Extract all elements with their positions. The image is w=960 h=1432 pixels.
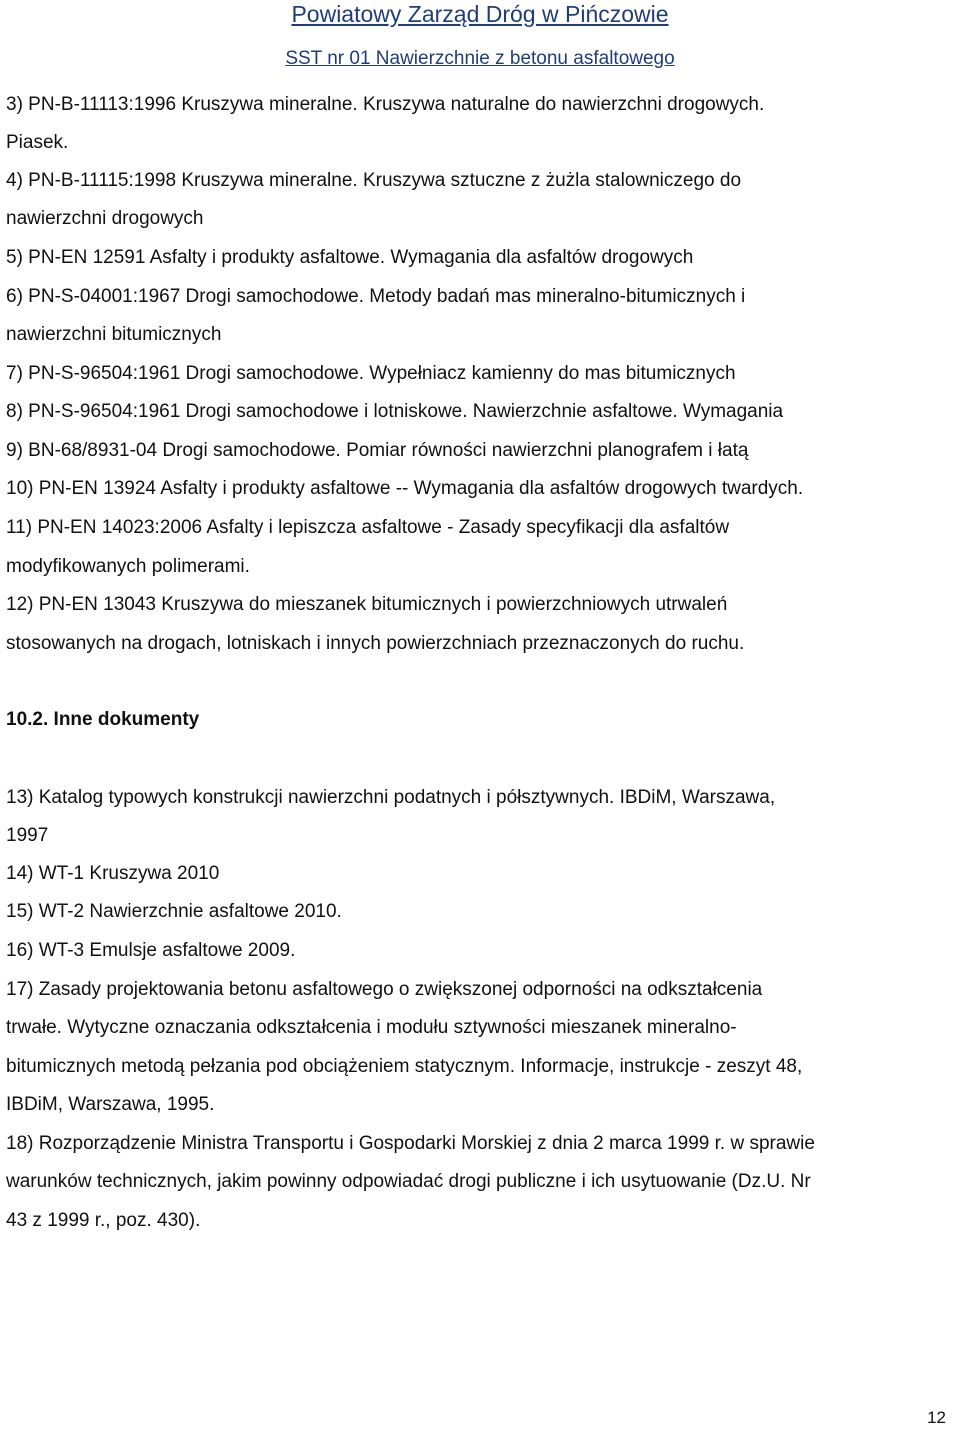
ref-17-line-4: IBDiM, Warszawa, 1995. bbox=[6, 1094, 215, 1115]
ref-4-line-1: 4) PN-B-11115:1998 Kruszywa mineralne. Kruszywa sztuczne z żużla stalowniczego do bbox=[6, 170, 742, 191]
ref-17-line-2: trwałe. Wytyczne oznaczania odkształcenia i modułu sztywności mieszanek mineralno- bbox=[6, 1017, 737, 1038]
ref-6-line-1: 6) PN-S-04001:1967 Drogi samochodowe. Metody badań mas mineralno-bitumicznych i bbox=[6, 286, 746, 307]
ref-18-line-3: 43 z 1999 r., poz. 430). bbox=[6, 1210, 201, 1231]
ref-14-line-1: 14) WT-1 Kruszywa 2010 bbox=[6, 863, 220, 884]
ref-10-line-1: 10) PN-EN 13924 Asfalty i produkty asfaltowe -- Wymagania dla asfaltów drogowych twardych. bbox=[6, 478, 804, 499]
ref-13-line-2: 1997 bbox=[6, 825, 49, 846]
section-heading: 10.2. Inne dokumenty bbox=[6, 709, 200, 730]
ref-18-line-1: 18) Rozporządzenie Ministra Transportu i Gospodarki Morskiej z dnia 2 marca 1999 r. w sprawie bbox=[6, 1133, 815, 1154]
ref-13-line-1: 13) Katalog typowych konstrukcji nawierzchni podatnych i półsztywnych. IBDiM, Warszawa, bbox=[6, 787, 776, 808]
ref-6-line-2: nawierzchni bitumicznych bbox=[6, 324, 222, 345]
ref-3-line-2: Piasek. bbox=[6, 132, 69, 153]
ref-18-line-2: warunków technicznych, jakim powinny odpowiadać drogi publiczne i ich usytuowanie (Dz.U. Nr bbox=[6, 1171, 811, 1192]
header-subtitle: SST nr 01 Nawierzchnie z betonu asfaltowego bbox=[285, 48, 675, 69]
ref-15-line-1: 15) WT-2 Nawierzchnie asfaltowe 2010. bbox=[6, 901, 342, 922]
ref-17-line-1: 17) Zasady projektowania betonu asfaltowego o zwiększonej odporności na odkształcenia bbox=[6, 979, 763, 1000]
ref-11-line-1: 11) PN-EN 14023:2006 Asfalty i lepiszcza asfaltowe - Zasady specyfikacji dla asfaltów bbox=[6, 517, 730, 538]
ref-16-line-1: 16) WT-3 Emulsje asfaltowe 2009. bbox=[6, 940, 296, 961]
ref-17-line-3: bitumicznych metodą pełzania pod obciążeniem statycznym. Informacje, instrukcje - zeszyt 48, bbox=[6, 1056, 803, 1077]
ref-9-line-1: 9) BN-68/8931-04 Drogi samochodowe. Pomiar równości nawierzchni planografem i łatą bbox=[6, 440, 749, 461]
ref-12-line-2: stosowanych na drogach, lotniskach i innych powierzchniach przeznaczonych do ruchu. bbox=[6, 633, 745, 654]
ref-7-line-1: 7) PN-S-96504:1961 Drogi samochodowe. Wypełniacz kamienny do mas bitumicznych bbox=[6, 363, 736, 384]
header-title: Powiatowy Zarząd Dróg w Pińczowie bbox=[291, 1, 669, 27]
ref-8-line-1: 8) PN-S-96504:1961 Drogi samochodowe i lotniskowe. Nawierzchnie asfaltowe. Wymagania bbox=[6, 401, 784, 422]
ref-4-line-2: nawierzchni drogowych bbox=[6, 208, 204, 229]
page-number: 12 bbox=[927, 1408, 946, 1427]
ref-11-line-2: modyfikowanych polimerami. bbox=[6, 556, 250, 577]
ref-3-line-1: 3) PN-B-11113:1996 Kruszywa mineralne. Kruszywa naturalne do nawierzchni drogowych. bbox=[6, 94, 765, 115]
ref-5-line-1: 5) PN-EN 12591 Asfalty i produkty asfaltowe. Wymagania dla asfaltów drogowych bbox=[6, 247, 694, 268]
ref-12-line-1: 12) PN-EN 13043 Kruszywa do mieszanek bitumicznych i powierzchniowych utrwaleń bbox=[6, 594, 728, 615]
